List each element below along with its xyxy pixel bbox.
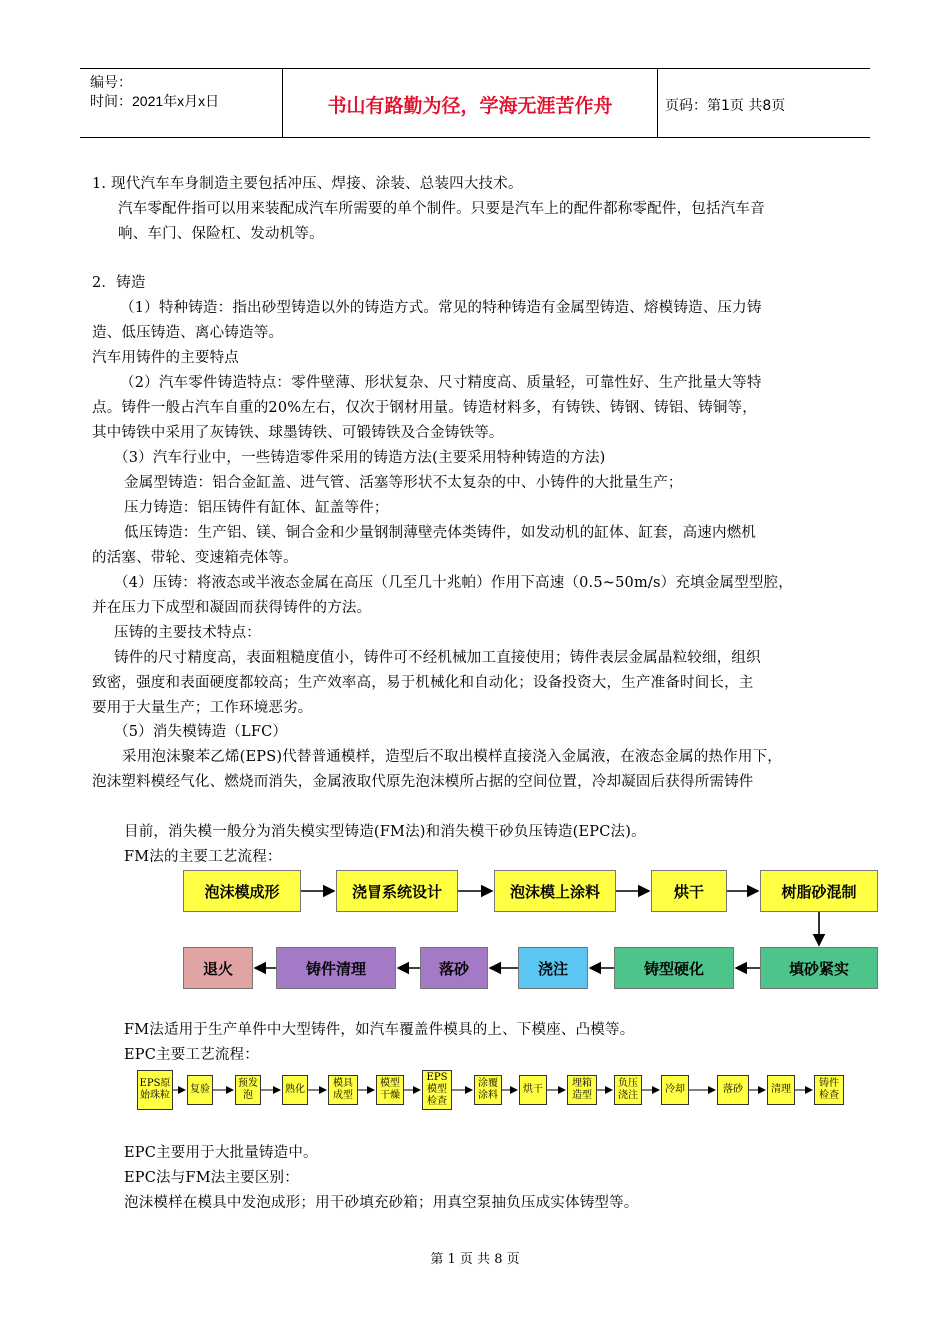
- fm-step-box: 树脂砂混制: [760, 870, 878, 912]
- epc-step-box: 涂覆涂料: [474, 1075, 502, 1105]
- paragraph-line: （5）消失模铸造（LFC）: [114, 724, 288, 740]
- paragraph-line: 的活塞、带轮、变速箱壳体等。: [92, 550, 298, 566]
- paragraph-line: FM法适用于生产单件中大型铸件，如汽车覆盖件模具的上、下模座、凸模等。: [124, 1022, 635, 1038]
- paragraph-line: EPC法与FM法主要区别：: [124, 1170, 299, 1186]
- paragraph-line: 采用泡沫聚苯乙烯(EPS)代替普通模样，造型后不取出模样直接浇入金属液，在液态金属的热作用下，: [122, 749, 782, 765]
- epc-step-box: 复验: [187, 1075, 213, 1105]
- fm-step-box: 落砂: [420, 947, 488, 989]
- paragraph-line: （2）汽车零件铸造特点：零件壁薄、形状复杂、尺寸精度高、质量轻，可靠性好、生产批量大等特: [120, 375, 762, 391]
- paragraph-line: 并在压力下成型和凝固而获得铸件的方法。: [92, 600, 372, 616]
- paragraph-line: 其中铸铁中采用了灰铸铁、球墨铸铁、可锻铸铁及合金铸铁等。: [92, 425, 504, 441]
- fm-step-box: 铸件清理: [276, 947, 396, 989]
- paragraph-line: 响、车门、保险杠、发动机等。: [118, 226, 324, 242]
- epc-step-box: 清理: [767, 1075, 795, 1105]
- paragraph-line: （1）特种铸造：指出砂型铸造以外的铸造方式。常见的特种铸造有金属型铸造、熔模铸造、压力铸: [120, 300, 762, 316]
- fm-step-box: 退火: [183, 947, 253, 989]
- epc-step-box: 烘干: [519, 1075, 547, 1105]
- epc-step-box: 模型干燥: [376, 1075, 404, 1105]
- fm-step-box: 铸型硬化: [614, 947, 734, 989]
- paragraph-line: 泡沫模样在模具中发泡成形；用干砂填充砂箱；用真空泵抽负压成实体铸型等。: [124, 1195, 639, 1211]
- epc-step-box: 铸件检查: [814, 1075, 844, 1105]
- paragraph-line: 铸件的尺寸精度高，表面粗糙度值小，铸件可不经机械加工直接使用；铸件表层金属晶粒较细，组织: [114, 650, 761, 666]
- paragraph-line: 金属型铸造：铝合金缸盖、进气管、活塞等形状不太复杂的中、小铸件的大批量生产；: [124, 475, 683, 491]
- fm-step-box: 浇注: [518, 947, 588, 989]
- epc-step-box: 模具成型: [328, 1075, 358, 1105]
- fm-step-box: 泡沫模上涂料: [494, 870, 616, 912]
- paragraph-line: 泡沫塑料模经气化、燃烧而消失，金属液取代原先泡沫模所占据的空间位置，冷却凝固后获得所需铸件: [92, 774, 754, 790]
- epc-step-box: 落砂: [717, 1075, 749, 1105]
- paragraph-line: 压铸的主要技术特点：: [114, 625, 261, 641]
- paragraph-line: 致密，强度和表面硬度都较高；生产效率高，易于机械化和自动化；设备投资大，生产准备时间长，主: [92, 675, 754, 691]
- epc-step-box: 熟化: [282, 1075, 308, 1105]
- paragraph-line: FM法的主要工艺流程：: [124, 849, 282, 865]
- epc-step-box: 负压浇注: [614, 1075, 642, 1105]
- paragraph-line: （4）压铸：将液态或半液态金属在高压（几至几十兆帕）作用下高速（0.5~50m/s）充填金属型型腔，: [114, 575, 793, 591]
- fm-step-box: 浇冒系统设计: [336, 870, 458, 912]
- fm-step-box: 填砂紧实: [760, 947, 878, 989]
- paragraph-line: （3）汽车行业中，一些铸造零件采用的铸造方法(主要采用特种铸造的方法): [114, 450, 606, 466]
- paragraph-line: 低压铸造：生产铝、镁、铜合金和少量钢制薄壁壳体类铸件，如发动机的缸体、缸套，高速内燃机: [124, 525, 757, 541]
- page-footer: 第 1 页 共 8 页: [430, 1252, 520, 1267]
- paragraph-line: 汽车零配件指可以用来装配成汽车所需要的单个制件。只要是汽车上的配件都称零配件，包括汽车音: [118, 201, 765, 217]
- epc-step-box: 预发泡: [235, 1075, 261, 1105]
- paragraph-line: 造、低压铸造、离心铸造等。: [92, 325, 284, 341]
- fm-step-box: 烘干: [651, 870, 727, 912]
- epc-step-box: EPS模型检查: [422, 1070, 452, 1110]
- epc-step-box: 冷却: [661, 1075, 689, 1105]
- paragraph-line: EPC主要工艺流程：: [124, 1047, 259, 1063]
- page-info: 页码：第1页 共8页: [665, 98, 786, 114]
- epc-step-box: 埋箱造型: [567, 1075, 597, 1105]
- paragraph-line: EPC主要用于大批量铸造中。: [124, 1145, 318, 1161]
- paragraph-line: 点。铸件一般占汽车自重的20%左右，仅次于钢材用量。铸造材料多，有铸铁、铸钢、铸铝、铸铜等，: [92, 400, 757, 416]
- paragraph-line: 要用于大量生产；工作环境恶劣。: [92, 700, 313, 716]
- epc-step-box: EPS原始珠粒: [137, 1070, 173, 1110]
- time-label: 时间：2021年x月x日: [90, 93, 220, 109]
- paragraph-line: 1. 现代汽车车身制造主要包括冲压、焊接、涂装、总装四大技术。: [92, 176, 523, 192]
- fm-step-box: 泡沫模成形: [183, 870, 301, 912]
- paragraph-line: 汽车用铸件的主要特点: [92, 350, 239, 366]
- paragraph-line: 压力铸造：铝压铸件有缸体、缸盖等件；: [124, 500, 389, 516]
- header-motto: 书山有路勤为径，学海无涯苦作舟: [327, 95, 613, 117]
- section-heading: 2．铸造: [92, 275, 146, 291]
- paragraph-line: 目前，消失模一般分为消失模实型铸造(FM法)和消失模干砂负压铸造(EPC法)。: [124, 824, 646, 840]
- number-label: 编号：: [90, 74, 132, 90]
